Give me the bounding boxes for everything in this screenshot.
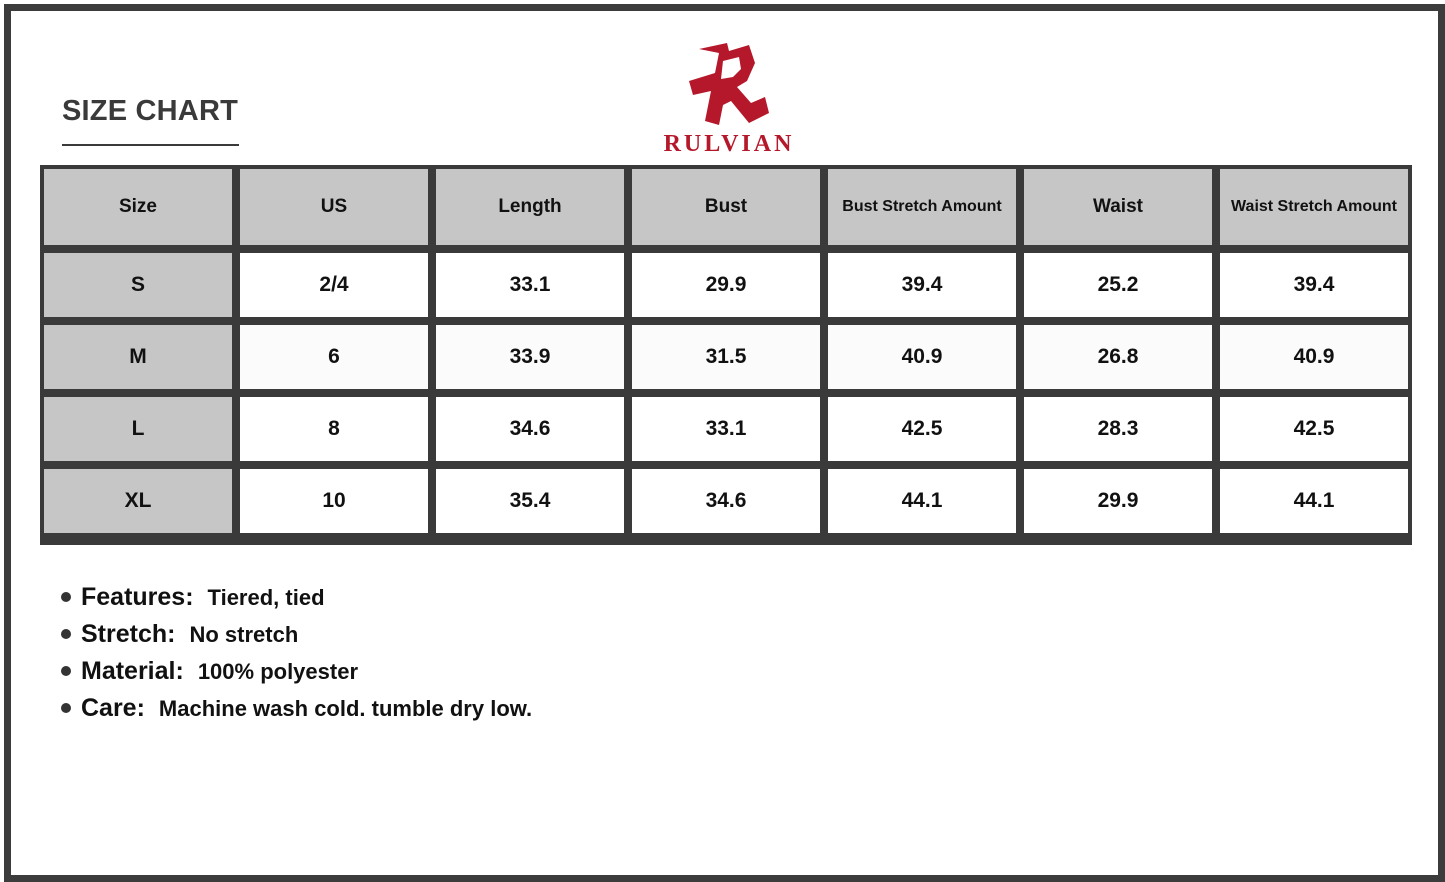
table-cell: 34.6 [436,397,624,461]
table-header-row [44,169,1408,245]
page-title: SIZE CHART [62,95,238,127]
table-row [44,397,1408,461]
feature-value: No stretch [189,622,299,647]
feature-label: Stretch: [81,620,176,648]
brand-name: RULVIAN [663,131,795,157]
table-cell: 33.9 [436,325,624,389]
feature-value: Tiered, tied [207,585,325,610]
size-table [36,161,1416,541]
brand-logo [649,41,809,161]
table-cell: 28.3 [1024,397,1212,461]
table-cell: 29.9 [632,253,820,317]
col-header-size: Size [44,169,232,245]
size-chart-frame [4,4,1445,882]
bullet-icon [61,703,71,713]
table-cell-size: L [44,397,232,461]
table-cell: 42.5 [828,397,1016,461]
feature-label: Care: [81,694,145,722]
table-cell: 44.1 [828,469,1016,533]
table-cell: 39.4 [828,253,1016,317]
col-header-waist-stretch: Waist Stretch Amount [1220,169,1408,245]
table-cell: 42.5 [1220,397,1408,461]
feature-label: Features: [81,583,194,611]
table-cell: 31.5 [632,325,820,389]
list-item [61,620,532,657]
list-item [61,694,532,731]
col-header-waist: Waist [1024,169,1212,245]
table-cell: 33.1 [436,253,624,317]
table-cell-size: S [44,253,232,317]
bullet-icon [61,592,71,602]
table-cell: 26.8 [1024,325,1212,389]
col-header-bust-stretch: Bust Stretch Amount [828,169,1016,245]
table-cell: 35.4 [436,469,624,533]
table-cell: 34.6 [632,469,820,533]
table-row [44,253,1408,317]
brand-r-icon [689,41,771,127]
table-cell-size: XL [44,469,232,533]
table-cell: 10 [240,469,428,533]
bullet-icon [61,629,71,639]
table-cell: 25.2 [1024,253,1212,317]
table-row [44,325,1408,389]
col-header-us: US [240,169,428,245]
table-cell-size: M [44,325,232,389]
bullet-icon [61,666,71,676]
list-item [61,657,532,694]
table-cell: 33.1 [632,397,820,461]
feature-value: 100% polyester [197,659,359,684]
table-cell: 2/4 [240,253,428,317]
title-underline [62,144,239,146]
table-cell: 8 [240,397,428,461]
table-cell: 40.9 [1220,325,1408,389]
list-item [61,583,532,620]
col-header-bust: Bust [632,169,820,245]
table-cell: 39.4 [1220,253,1408,317]
table-cell: 40.9 [828,325,1016,389]
size-table-container [40,165,1412,545]
table-cell: 29.9 [1024,469,1212,533]
table-cell: 6 [240,325,428,389]
feature-label: Material: [81,657,184,685]
feature-value: Machine wash cold. tumble dry low. [158,696,533,721]
col-header-length: Length [436,169,624,245]
table-cell: 44.1 [1220,469,1408,533]
product-features-list [61,583,532,731]
table-row [44,469,1408,533]
